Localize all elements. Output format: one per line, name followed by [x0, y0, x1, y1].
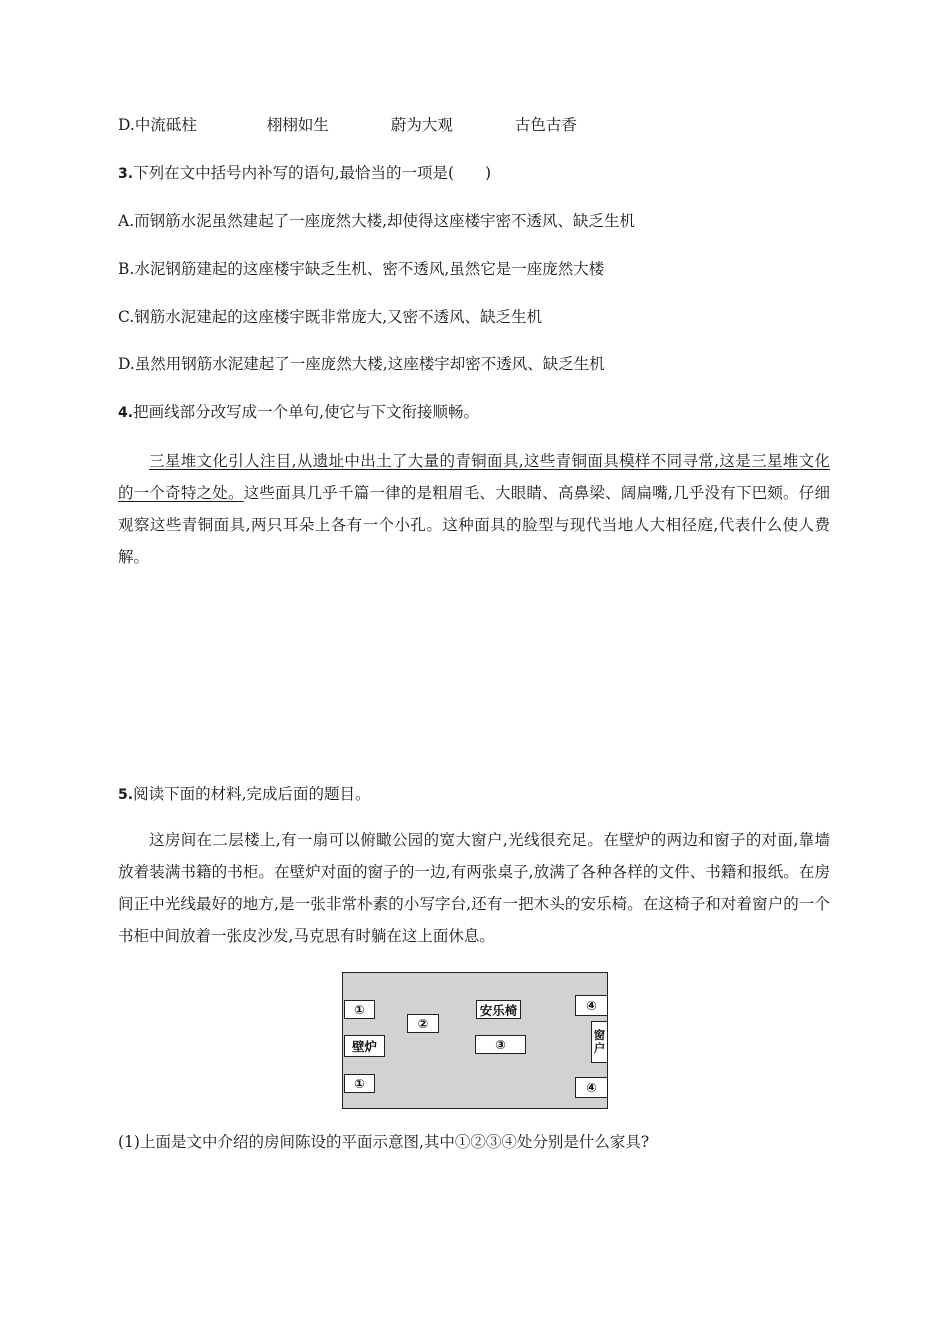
q3-option-d: D.虽然用钢筋水泥建起了一座庞然大楼,这座楼宇却密不透风、缺乏生机 [118, 355, 605, 373]
q2-option-d-word-4: 古色古香 [514, 116, 577, 134]
plan-marker-3: ③ [475, 1035, 526, 1054]
q3-stem-text: 下列在文中括号内补写的语句,最恰当的一项是( ) [133, 164, 492, 182]
q5-stem [118, 783, 371, 806]
q4-stem [118, 401, 479, 424]
q2-option-d-label: D. [118, 116, 135, 134]
plan-marker-4-top: ④ [575, 995, 608, 1016]
q2-option-d-word-3: 蔚为大观 [390, 116, 453, 134]
q3-stem [118, 162, 491, 185]
q5-subquestion-1: (1)上面是文中介绍的房间陈设的平面示意图,其中①②③④处分别是什么家具? [118, 1133, 650, 1151]
q4-stem-text: 把画线部分改写成一个单句,使它与下文衔接顺畅。 [133, 403, 479, 421]
q4-underlined-sentence: 三星堆文化引人注目,从遗址中出土了大量的青铜面具,这些青铜面具模样不同寻常,这是三星堆文化的一个奇特之处。 [118, 452, 830, 502]
plan-label-fireplace: 壁炉 [344, 1035, 385, 1057]
room-floor-plan [342, 972, 608, 1109]
plan-window-char-2: 户 [593, 1041, 606, 1055]
q2-option-d [118, 114, 577, 136]
plan-window-char-1: 窗 [593, 1028, 606, 1042]
plan-marker-1-top: ① [344, 1000, 375, 1019]
q3-option-b: B.水泥钢筋建起的这座楼宇缺乏生机、密不透风,虽然它是一座庞然大楼 [118, 260, 605, 278]
q3-option-c: C.钢筋水泥建起的这座楼宇既非常庞大,又密不透风、缺乏生机 [118, 308, 543, 326]
plan-marker-4-bottom: ④ [575, 1077, 608, 1098]
q5-passage: 这房间在二层楼上,有一扇可以俯瞰公园的宽大窗户,光线很充足。在壁炉的两边和窗子的对面,靠墙放着装满书籍的书柜。在壁炉对面的窗子的一边,有两张桌子,放满了各种各样的文件、书籍和报纸。在房间正中光线最好的地方,是一张非常朴素的小写字台,还有一把木头的安乐椅。在这椅子和对着窗户的一个书柜中间放着一张皮沙发,马克思有时躺在这上面休息。 [118, 831, 830, 945]
plan-label-window [591, 1021, 608, 1063]
plan-label-armchair: 安乐椅 [476, 1000, 521, 1019]
q4-number: 4. [118, 405, 134, 421]
q4-passage [118, 445, 830, 573]
q2-option-d-word-1: 中流砥柱 [134, 116, 197, 134]
plan-marker-2: ② [407, 1014, 439, 1033]
plan-marker-1-bottom: ① [344, 1074, 375, 1093]
q5-number: 5. [118, 787, 134, 803]
q2-option-d-word-2: 栩栩如生 [266, 116, 329, 134]
q3-option-a: A.而钢筋水泥虽然建起了一座庞然大楼,却使得这座楼宇密不透风、缺乏生机 [118, 212, 636, 230]
q5-stem-text: 阅读下面的材料,完成后面的题目。 [133, 785, 371, 803]
q4-passage-rest: 这些面具几乎千篇一律的是粗眉毛、大眼睛、高鼻梁、阔扁嘴,几乎没有下巴颏。仔细观察这些青铜面具,两只耳朵上各有一个小孔。这种面具的脸型与现代当地人大相径庭,代表什么使人费解。 [118, 484, 830, 566]
q3-number: 3. [118, 166, 134, 182]
